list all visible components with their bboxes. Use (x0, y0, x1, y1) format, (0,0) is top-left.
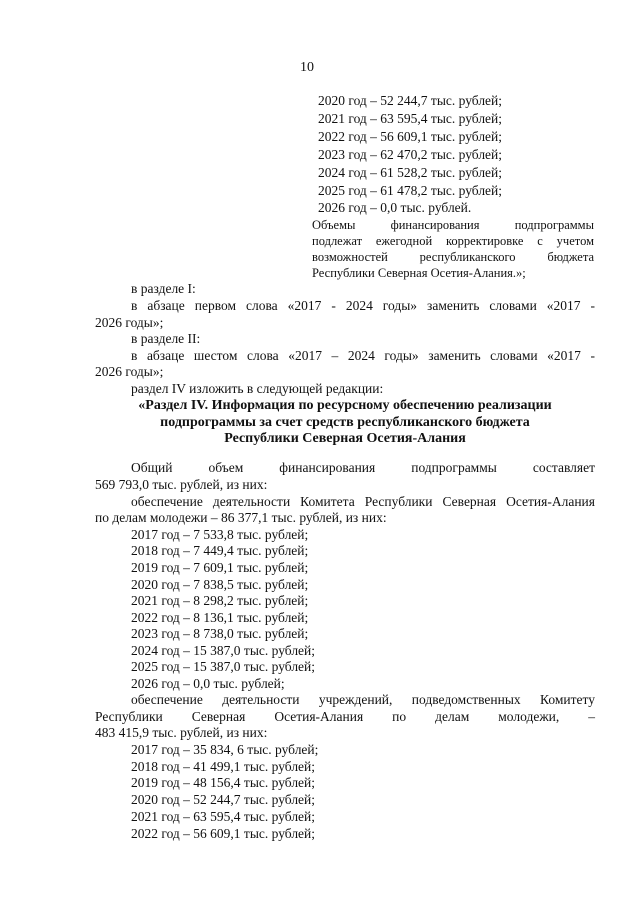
section-heading-line: подпрограммы за счет средств республиканского бюджета (160, 415, 530, 430)
year-line: 2026 год – 0,0 тыс. рублей; (131, 676, 285, 691)
year-line: 2023 год – 8 738,0 тыс. рублей; (131, 626, 309, 641)
committee-line1: обеспечение деятельности Комитета Республики Северная Осетия-Алания (131, 494, 595, 509)
year-line: 2018 год – 41 499,1 тыс. рублей; (131, 759, 316, 774)
year-line: 2022 год – 8 136,1 тыс. рублей; (131, 610, 309, 625)
year-line: 2017 год – 35 834, 6 тыс. рублей; (131, 742, 319, 757)
year-line: 2019 год – 7 609,1 тыс. рублей; (131, 560, 309, 575)
note-line: возможностей республиканского бюджета (312, 250, 594, 264)
year-line: 2021 год – 8 298,2 тыс. рублей; (131, 593, 309, 608)
year-line: 2021 год – 63 595,4 тыс. рублей; (318, 111, 503, 126)
note-line: Объемы финансирования подпрограммы (312, 218, 594, 232)
year-line: 2023 год – 62 470,2 тыс. рублей; (318, 147, 503, 162)
section1-intro: в разделе I: (131, 281, 196, 296)
year-line: 2021 год – 63 595,4 тыс. рублей; (131, 809, 316, 824)
year-line: 2025 год – 15 387,0 тыс. рублей; (131, 659, 316, 674)
year-line: 2017 год – 7 533,8 тыс. рублей; (131, 527, 309, 542)
institutions-line1: обеспечение деятельности учреждений, подведомственных Комитету (131, 692, 595, 707)
year-line: 2024 год – 61 528,2 тыс. рублей; (318, 165, 503, 180)
year-line: 2025 год – 61 478,2 тыс. рублей; (318, 183, 503, 198)
year-line: 2024 год – 15 387,0 тыс. рублей; (131, 643, 316, 658)
year-line: 2026 год – 0,0 тыс. рублей. (318, 200, 472, 215)
note-line: подлежат ежегодной корректировке с учетом (312, 234, 594, 248)
section2-line1: в абзаце шестом слова «2017 – 2024 годы» заменить словами «2017 - (131, 348, 595, 363)
section2-intro: в разделе II: (131, 331, 201, 346)
page-number: 10 (300, 60, 314, 75)
section1-line2: 2026 годы»; (95, 315, 164, 330)
section-heading-line: «Раздел IV. Информация по ресурсному обеспечению реализации (138, 398, 552, 413)
total-line1: Общий объем финансирования подпрограммы составляет (131, 460, 595, 475)
total-line2: 569 793,0 тыс. рублей, из них: (95, 477, 268, 492)
year-line: 2019 год – 48 156,4 тыс. рублей; (131, 775, 316, 790)
year-line: 2018 год – 7 449,4 тыс. рублей; (131, 543, 309, 558)
section1-line1: в абзаце первом слова «2017 - 2024 годы» заменить словами «2017 - (131, 298, 595, 313)
section4-intro: раздел IV изложить в следующей редакции: (131, 381, 384, 396)
section-heading-line: Республики Северная Осетия-Алания (224, 431, 466, 446)
year-line: 2020 год – 7 838,5 тыс. рублей; (131, 577, 309, 592)
year-line: 2020 год – 52 244,7 тыс. рублей; (131, 792, 316, 807)
committee-line2: по делам молодежи – 86 377,1 тыс. рублей, из них: (95, 510, 387, 525)
note-line: Республики Северная Осетия-Алания.»; (312, 266, 526, 280)
institutions-line2: Республики Северная Осетия-Алания по делам молодежи, – (95, 709, 595, 724)
year-line: 2022 год – 56 609,1 тыс. рублей; (318, 129, 503, 144)
year-line: 2022 год – 56 609,1 тыс. рублей; (131, 826, 316, 841)
section2-line2: 2026 годы»; (95, 364, 164, 379)
institutions-line3: 483 415,9 тыс. рублей, из них: (95, 725, 268, 740)
year-line: 2020 год – 52 244,7 тыс. рублей; (318, 93, 503, 108)
